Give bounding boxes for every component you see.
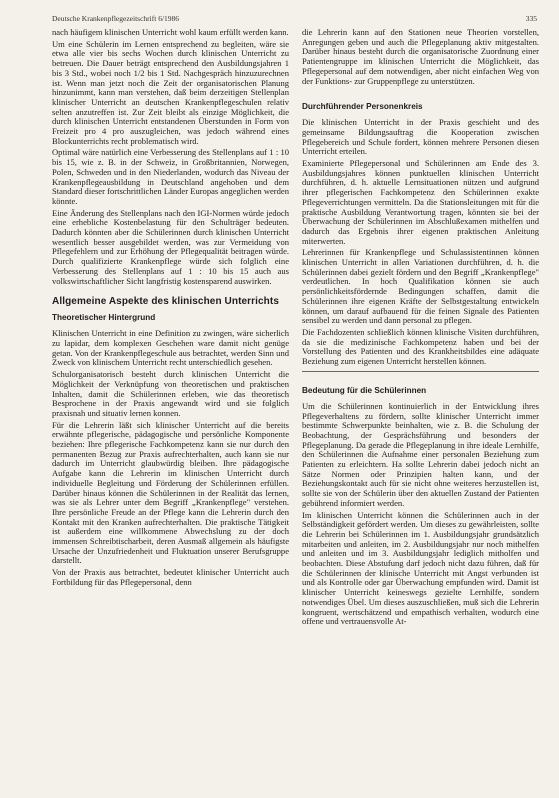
paragraph: Von der Praxis aus betrachtet, bedeutet klinischer Unterricht auch Fortbildung für das Pflegepersonal, denn — [52, 567, 289, 587]
spacer — [302, 88, 539, 98]
subsection-heading: Theoretischer Hintergrund — [52, 313, 156, 323]
paragraph: Eine Änderung des Stellenplans nach den IGI-Normen würde jedoch eine erhebliche Kostenbelastung für den Schulträger bedeuten. Dadurch könnten aber die Schülerinnen durch klinischen Unterricht wesentlich besser ausgebildet werden, was zur Vermeidung von Pflegefehlern und zur Erhöhung der Pflegequalität beitragen würde. Durch qualifizierte Krankenpflege würde sich folglich eine Verbesserung des Stellenplans auf 1 : 10 bis 15 auch aus volkswirtschaftlicher Sicht langfristig kostensparend auswirken. — [52, 207, 289, 286]
paragraph: nach häufigem klinischen Unterricht wohl kaum erfüllt werden kann. — [52, 28, 289, 37]
paragraph: Optimal wäre natürlich eine Verbesserung des Stellenplans auf 1 : 10 bis 15, wie z. B. in der Schweiz, in Großbritannien, Norwegen, Polen, Schweden und in den Niederlanden, wodurch das Niveau der Krankenpflegeausbildung in Deutschland angehoben und dem Standard dieser fortschrittlichen Länder Europas angeglichen werden könnte. — [52, 147, 289, 206]
article-body — [52, 28, 539, 794]
paragraph: Für die Lehrerin läßt sich klinischer Unterricht auf die bereits erwähnte pflegerische, pädagogische und persönliche Komponente beziehen: Ihre pflegerische Fachkompetenz kann sie nur durch den permanenten Bezug zur Praxis aufrechterhalten, auch kann sie nur dadurch im Unterricht glaubwürdig bleiben. Ihre pädagogische Aufgabe kann die Lehrerin im klinischen Unterricht durch individuelle Begleitung und Förderung der Schülerinnen erfüllen. Darüber hinaus können die Schülerinnen in der Realität das lernen, was sie als Lehrer unter dem Begriff „Krankenpflege" verstehen. Ihre persönliche Freude an der Pflege kann die Lehrerin durch den Kontakt mit den Kranken aufrechterhalten. Die praktische Tätigkeit ist außerdem eine willkommene Abwechslung zu der doch immensen Schreibtischarbeit, deren Ausmaß allgemein als häufigste Ursache der Unzufriedenheit und Fluktuation unserer Berufsgruppe darstellt. — [52, 419, 289, 566]
page-number: 335 — [525, 14, 537, 23]
left-column — [52, 28, 289, 794]
paragraph: Um eine Schülerin im Lernen entsprechend zu begleiten, wäre sie etwa alle vier bis sechs Wochen durch klinischen Unterricht zu betreuen. Die Dauer beträgt entsprechend den Ausbildungsjahren 1 bis 3 Std., wobei noch 1/2 bis 1 Std. Nachgespräch hinzuzurechnen ist. Wenn man jetzt noch die Zeit der organisatorischen Planung hinzunimmt, kann man verstehen, daß beim derzeitigen Stellenplan klinischer Unterricht an deutschen Krankenpflegeschulen relativ selten anzutreffen ist. Zur Zeit bleibt als einzige Möglichkeit, die durch klinischen Unterricht entstandenen Überstunden in Form von Freizeit pro 4 pro auszugleichen, was jedoch während eines Blockunterrichts recht problematisch wird. — [52, 38, 289, 146]
paragraph: Im klinischen Unterricht können die Schülerinnen auch in der Selbständigkeit gefördert werden. Um dieses zu gewährleisten, sollte die Lehrerin bei Schülerinnen im 1. Ausbildungsjahr grundsätzlich mitarbeiten und anleiten, im 2. Ausbildungsjahr nur noch mithelfen und anleiten und im 3. Ausbildungsjahr lediglich mitholfen und beobachten. Diese Abstufung darf jedoch nicht dazu führen, daß für die Schülerinnen der klinische Unterricht mit Angst verbunden ist und als Kontrolle oder gar Überwachung empfunden wird. Damit ist klinischer Unterricht keineswegs gezielte Lernhilfe, sondern notwendiges Übel. Um dieses auszuschließen, muß sich die Lehrerin kongruent, wertschätzend und empathisch verhalten, wodurch eine offene und vertrauensvolle At- — [302, 509, 539, 627]
paragraph: Klinischen Unterricht in eine Definition zu zwingen, wäre sicherlich zu lapidar, dem komplexen Geschehen ware damit nicht genüge getan. Von der Krankenpflegeschule aus betrachtet, werden Sinn und Zweck von klinischem Unterricht recht unterschiedlich gesehen. — [52, 328, 289, 368]
paragraph: Die Fachdozenten schließlich können klinische Visiten durchführen, da sie die medizinische Fachkompetenz haben und bei der Vorstellung des Patienten und des Krankheitsbildes eine adäquate Beziehung zum eigenen Unterricht herstellen können. — [302, 326, 539, 367]
paragraph: die Lehrerin kann auf den Stationen neue Theorien vorstellen, Anregungen geben und auch die Pflegeplanung aktiv mitgestalten. Darüber hinaus besteht durch die organisatorische Zuordnung einer Patientengruppe im klinischen Unterricht die Möglichkeit, das Pflegepersonal auf dem notwendigen, aber nicht einfachen Weg von der Funktions- zur Gruppenpflege zu unterstützen. — [302, 28, 539, 86]
paragraph: Schulorganisatorisch besteht durch klinischen Unterricht die Möglichkeit der Verknüpfung von theoretischen und praktischen Inhalten, damit die Schülerinnen erleben, wie das theoretisch Besprochene in der Praxis angewandt wird und sie folglich praxisnah und situativ lernen konnen. — [52, 369, 289, 418]
section-heading: Allgemeine Aspekte des klinischen Unterrichts — [52, 296, 279, 308]
journal-title: Deutsche Krankenpflegezeitschrift 6/1986 — [52, 14, 180, 23]
paragraph: Examinierte Pflegepersonal und Schülerinnen am Ende des 3. Ausbildungsjahres können punktuellen klinischen Unterricht durchführen, d. h. aktuelle Lernsituationen nützen und aufgrund ihrer pflegerischen Fachkompetenz den Schülerinnen exakte Pflegeverrichtungen vermitteln. Da die Stationsleitungen mit für die praktische Ausbildung Verantwortung tragen, könnten sie bei der Überwachung der Schülerinnen im Abschlußexamen mithelfen und dadurch das Ergebnis ihrer eigenen praktischen Anleitung miterwerten. — [302, 158, 539, 246]
page-header — [52, 14, 537, 26]
right-column — [302, 28, 539, 794]
paragraph: Um die Schülerinnen kontinuierlich in der Entwicklung ihres Pflegeverhaltens zu fördern, sollte klinischer Unterricht immer bestimmte Schwerpunkte beinhalten, wie z. B. die Schulung der Beobachtung, der Gesprächsführung und besonders der Pflegeplanung. Da gerade die Pflegeplanung in ihre ideale Lernhilfe, den Schülerinnen die Aufnahme einer personalen Beziehung zum Patienten zu erleichtern. Ha sollte Lehrerin dabei jedoch nicht an Sätze Normen oder Prinzipien halten kann, und der Beziehungskontakt auch für sie nicht ohne weiteres herzustellen ist, sollte sie von der Schülerin über den aktuellen Zustand der Patienten gebührend informiert werden. — [302, 400, 539, 508]
paragraph: Die klinischen Unterricht in der Praxis geschieht und des gemeinsame Bildungsauftrag die Kooperation zwischen Pflegebereich und Schule fordert, können mehrere Personen diesen Unterricht erteilen. — [302, 117, 539, 157]
subsection-heading: Durchführender Personenkreis — [302, 102, 423, 112]
paragraph: Lehrerinnen für Krankenpflege und Schulassistentinnen können klinischen Unterricht in allen Variationen durchführen, d. h. die Schülerinnen dabei gezielt fördern und den Begriff „Krankenpflege" verdeutlichen. In hoch Qualifikation können sie auch persönlichkeitsfördernde Bedingungen schaffen, damit die Schülerinnen ihre eigenen Kräfte der Selbstgestaltung entwickeln können, um darauf aufbauend für die feinen Signale des Patienten sensibel zu werden und dann personal zu pflegen. — [302, 247, 539, 326]
spacer — [302, 372, 539, 382]
subsection-heading: Bedeutung für die Schülerinnen — [302, 385, 427, 395]
